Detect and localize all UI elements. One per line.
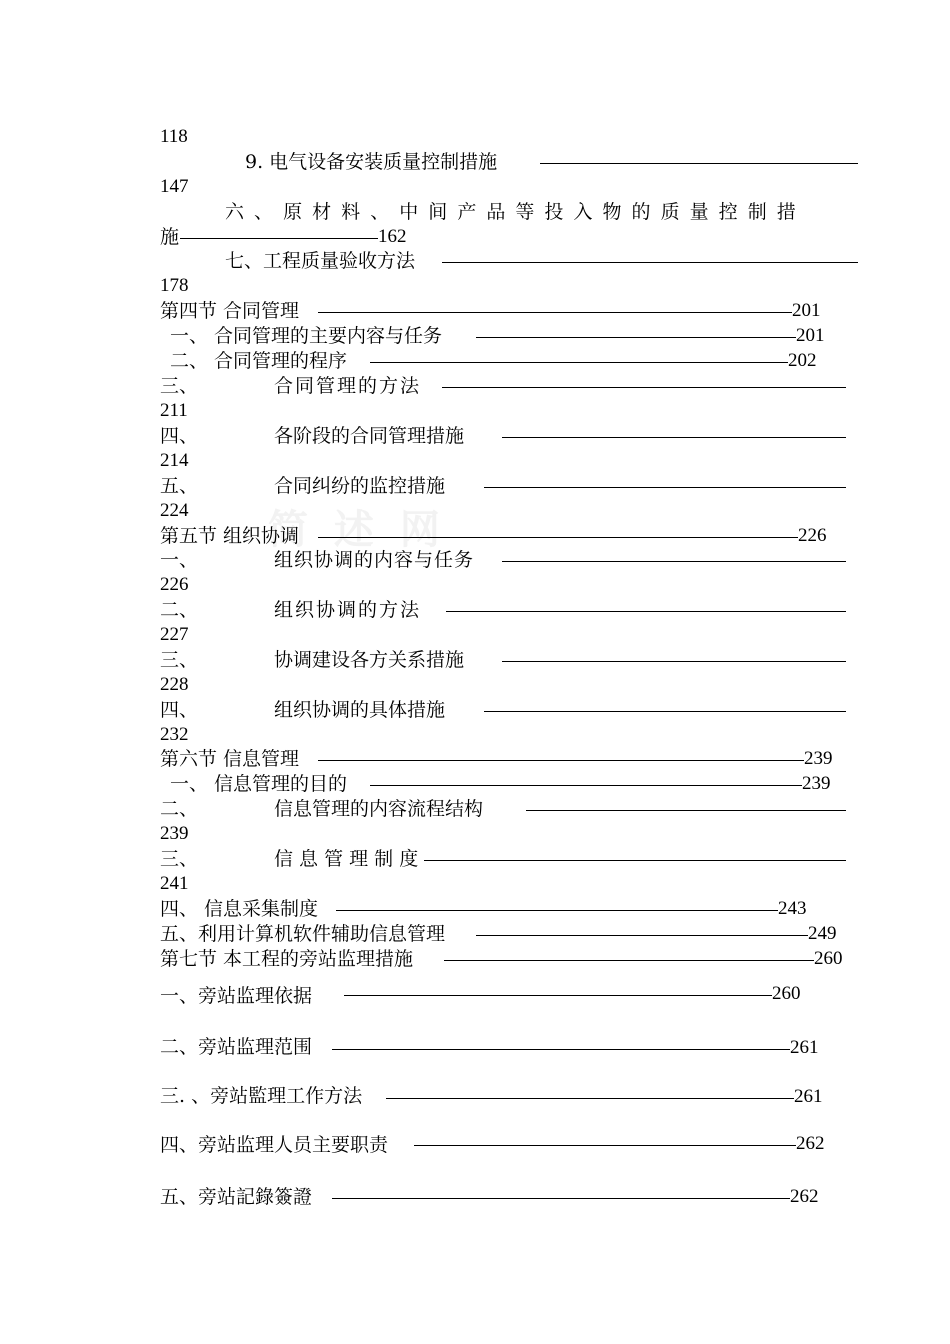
leader-dots: [476, 337, 796, 338]
toc-entry-label: 一、 合同管理的主要内容与任务: [170, 325, 443, 347]
toc-entry-label: 五、旁站記錄簽證: [160, 1186, 313, 1208]
toc-entry-number: 二、: [160, 798, 199, 820]
page-number: 202: [788, 350, 817, 371]
page-number: 243: [778, 898, 807, 919]
page-number: 211: [160, 400, 188, 421]
page-number: 239: [160, 823, 189, 844]
page-number: 261: [790, 1037, 819, 1058]
toc-entry-label: 六 、 原 材 料 、 中 间 产 品 等 投 入 物 的 质 量 控 制 措: [225, 201, 798, 223]
toc-entry-label: 施: [160, 226, 180, 248]
leader-dots: [484, 711, 846, 712]
toc-section-title: 第四节 合同管理: [160, 300, 300, 322]
toc-entry-label: 各阶段的合同管理措施: [274, 425, 465, 447]
page-number: 262: [796, 1133, 825, 1154]
page-number: 249: [808, 923, 837, 944]
toc-entry-label: 组织协调的方法: [274, 599, 422, 621]
watermark: 简 述 网: [268, 506, 446, 553]
leader-dots: [414, 1145, 796, 1146]
toc-entry-number: 三、: [160, 649, 199, 671]
page-number: 201: [796, 325, 825, 346]
toc-section-title: 第六节 信息管理: [160, 748, 300, 770]
toc-entry-label: 组织协调的内容与任务: [274, 549, 475, 571]
leader-dots: [344, 995, 772, 996]
leader-dots: [502, 437, 846, 438]
leader-dots: [332, 1049, 790, 1050]
page-number: 147: [160, 176, 189, 197]
toc-section-title: 第七节 本工程的旁站监理措施: [160, 948, 414, 970]
leader-dots: [318, 760, 804, 761]
leader-dots: [318, 537, 798, 538]
toc-entry-label: 信 息 管 理 制 度: [274, 848, 419, 870]
toc-entry-number: 三、: [160, 375, 199, 397]
toc-entry-label: 一、旁站监理依据: [160, 985, 313, 1007]
toc-entry-label: 9. 电气设备安装质量控制措施: [245, 151, 498, 173]
toc-entry-number: 四、: [160, 699, 199, 721]
toc-entry-label: 二、旁站监理范围: [160, 1036, 313, 1058]
leader-dots: [318, 312, 792, 313]
toc-entry-label: 三. 、旁站監理工作方法: [160, 1085, 363, 1107]
page-number: 228: [160, 674, 189, 695]
toc-entry-label: 二、 合同管理的程序: [170, 350, 348, 372]
leader-dots: [502, 661, 846, 662]
leader-dots: [370, 362, 788, 363]
leader-dots: [526, 810, 846, 811]
page-number: 239: [802, 773, 831, 794]
toc-entry-label: 协调建设各方关系措施: [274, 649, 465, 671]
page-number: 214: [160, 450, 189, 471]
leader-dots: [476, 935, 808, 936]
toc-entry-label: 四、旁站监理人员主要职责: [160, 1134, 389, 1156]
leader-dots: [336, 910, 778, 911]
page-number: 162: [378, 226, 407, 247]
page-number: 178: [160, 275, 189, 296]
toc-entry-label: 一、 信息管理的目的: [170, 773, 348, 795]
leader-dots: [446, 611, 846, 612]
leader-dots: [424, 860, 846, 861]
leader-dots: [484, 487, 846, 488]
page-number: 239: [804, 748, 833, 769]
leader-dots: [386, 1098, 794, 1099]
toc-entry-label: 四、 信息采集制度: [160, 898, 319, 920]
leader-dots: [180, 238, 378, 239]
leader-dots: [332, 1198, 790, 1199]
toc-entry-number: 二、: [160, 599, 199, 621]
toc-entry-number: 三、: [160, 848, 199, 870]
page-number: 260: [814, 948, 843, 969]
toc-entry-label: 组织协调的具体措施: [274, 699, 446, 721]
page-number: 241: [160, 873, 189, 894]
page-number: 260: [772, 983, 801, 1004]
leader-dots: [502, 561, 846, 562]
toc-entry-label: 信息管理的内容流程结构: [274, 798, 484, 820]
page-number: 227: [160, 624, 189, 645]
toc-entry-label: 七、工程质量验收方法: [225, 250, 416, 272]
page-number: 201: [792, 300, 821, 321]
page-number: 232: [160, 724, 189, 745]
toc-entry-label: 合同纠纷的监控措施: [274, 475, 446, 497]
page-number: 226: [798, 525, 827, 546]
page-number: 261: [794, 1086, 823, 1107]
page-number: 224: [160, 500, 189, 521]
leader-dots: [442, 387, 846, 388]
toc-entry-number: 四、: [160, 425, 199, 447]
leader-dots: [370, 785, 802, 786]
leader-dots: [442, 262, 858, 263]
toc-entry-label: 五、利用计算机软件辅助信息管理: [160, 923, 446, 945]
leader-dots: [444, 960, 814, 961]
page-number: 262: [790, 1186, 819, 1207]
leader-dots: [540, 163, 858, 164]
toc-entry-label: 合同管理的方法: [274, 375, 422, 397]
page-number: 226: [160, 574, 189, 595]
toc-entry-number: 五、: [160, 475, 199, 497]
toc-section-title: 第五节 组织协调: [160, 525, 300, 547]
page-number: 118: [160, 126, 188, 147]
toc-entry-number: 一、: [160, 549, 199, 571]
